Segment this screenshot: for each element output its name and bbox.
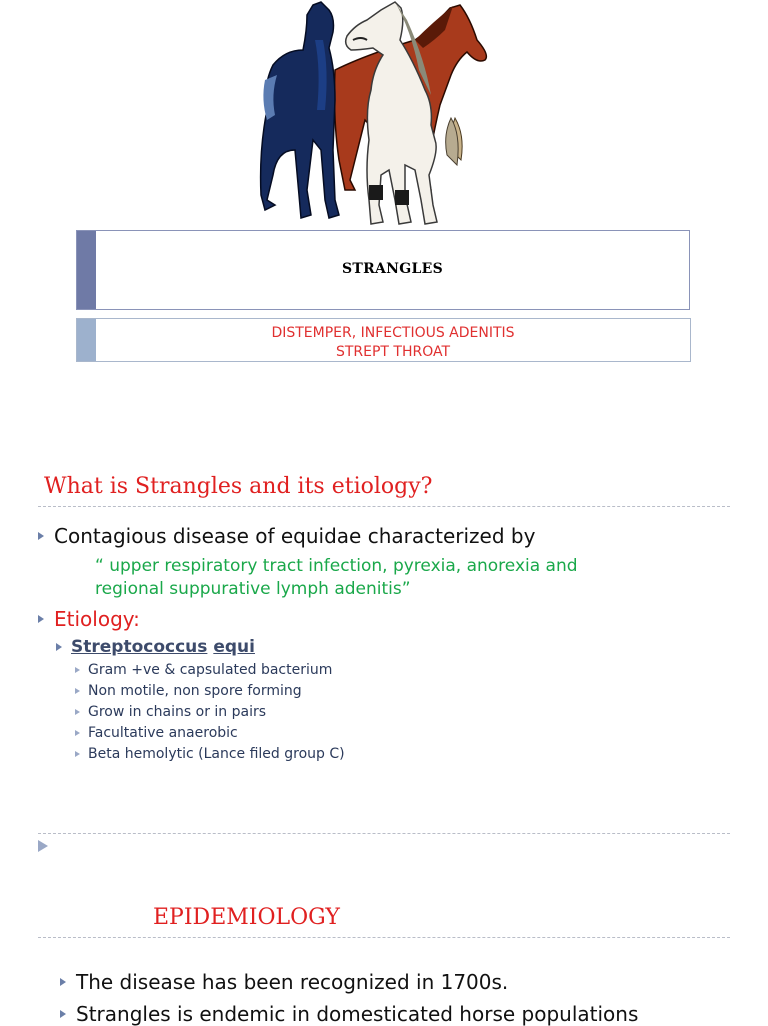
definition-quote-line-2: regional suppurative lymph adenitis”: [95, 579, 411, 599]
heading-divider: [38, 506, 730, 507]
fact-item: Facultative anaerobic: [88, 725, 238, 741]
bullet-contagious: Contagious disease of equidae characterized by: [54, 524, 536, 548]
etiology-heading: What is Strangles and its etiology?: [44, 474, 433, 499]
subtitle-line-1: DISTEMPER, INFECTIOUS ADENITIS: [271, 325, 515, 341]
horses-illustration: [255, 0, 495, 232]
triangle-bullet-icon: [38, 840, 48, 852]
heading-divider: [38, 937, 730, 938]
triangle-bullet-icon: [38, 615, 44, 623]
fact-item: Beta hemolytic (Lance filed group C): [88, 746, 345, 762]
triangle-bullet-icon: [75, 667, 80, 673]
subtitle-accent-bar: [77, 319, 96, 361]
triangle-bullet-icon: [75, 709, 80, 715]
triangle-bullet-icon: [56, 643, 62, 651]
slide-divider: [38, 833, 730, 834]
etiology-label: Etiology:: [54, 607, 140, 631]
epidemiology-heading: EPIDEMIOLOGY: [153, 905, 340, 930]
triangle-bullet-icon: [75, 688, 80, 694]
triangle-bullet-icon: [60, 978, 66, 986]
fact-item: Non motile, non spore forming: [88, 683, 302, 699]
organism-name: [71, 637, 261, 657]
definition-quote-line-1: “ upper respiratory tract infection, pyrexia, anorexia and: [95, 556, 578, 576]
organism-species: equi: [213, 637, 255, 657]
bullet-recognized: The disease has been recognized in 1700s.: [76, 970, 509, 994]
triangle-bullet-icon: [60, 1010, 66, 1018]
dark-horse: [261, 2, 339, 218]
subtitle-line-2: STREPT THROAT: [335, 344, 451, 360]
subtitle-box: [76, 318, 691, 362]
fact-item: Gram +ve & capsulated bacterium: [88, 662, 333, 678]
organism-genus: Streptococcus: [71, 637, 208, 657]
title-accent-bar: [77, 231, 96, 309]
triangle-bullet-icon: [75, 730, 80, 736]
slide-subtitle: [96, 324, 690, 362]
fact-item: Grow in chains or in pairs: [88, 704, 267, 720]
triangle-bullet-icon: [38, 532, 44, 540]
slide-title: STRANGLES: [341, 261, 444, 277]
bullet-endemic: Strangles is endemic in domesticated horse populations: [76, 1002, 639, 1026]
triangle-bullet-icon: [75, 751, 80, 757]
title-box: [76, 230, 690, 310]
